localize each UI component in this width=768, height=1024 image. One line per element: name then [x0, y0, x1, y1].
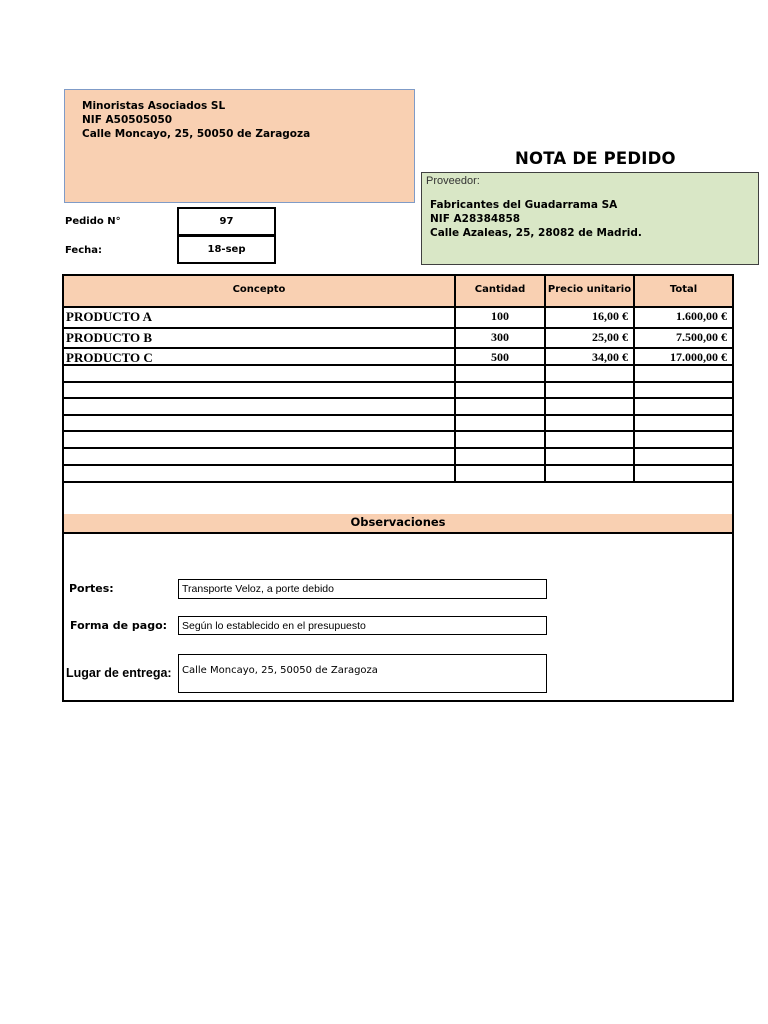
- table-cell-total[interactable]: [635, 383, 732, 397]
- payment-value: Según lo establecido en el presupuesto: [182, 619, 366, 632]
- cell-text-total: 7.500,00 €: [676, 330, 727, 344]
- buyer-name: Minoristas Asociados SL: [82, 100, 226, 112]
- table-cell-concept[interactable]: [64, 432, 456, 447]
- payment-field[interactable]: [178, 616, 547, 635]
- table-cell-concept[interactable]: [64, 416, 456, 430]
- table-cell-unit-price[interactable]: [546, 349, 635, 364]
- order-date-value: 18-sep: [207, 244, 246, 255]
- supplier-nif: NIF A28384858: [430, 213, 521, 225]
- table-cell-total[interactable]: [635, 308, 732, 327]
- table-cell-quantity[interactable]: [456, 416, 546, 430]
- table-cell-quantity[interactable]: [456, 399, 546, 414]
- table-cell-total[interactable]: [635, 329, 732, 347]
- table-cell-unit-price[interactable]: [546, 449, 635, 464]
- table-cell-unit-price[interactable]: [546, 366, 635, 381]
- order-table: [62, 274, 734, 702]
- buyer-address: Calle Moncayo, 25, 50050 de Zaragoza: [82, 128, 311, 140]
- table-row: [64, 466, 732, 483]
- supplier-label: Proveedor:: [426, 175, 480, 187]
- header-label-quantity: Cantidad: [474, 284, 526, 295]
- table-row: [64, 383, 732, 399]
- delivery-label: Lugar de entrega:: [66, 666, 172, 680]
- cell-text-concept: PRODUCTO C: [66, 350, 153, 365]
- cell-text-quantity: 100: [491, 309, 509, 323]
- table-cell-concept[interactable]: [64, 366, 456, 381]
- payment-label: Forma de pago:: [70, 619, 168, 632]
- table-cell-concept[interactable]: [64, 308, 456, 327]
- header-cell-quantity: [456, 276, 546, 306]
- delivery-field[interactable]: [178, 654, 547, 693]
- table-header-row: [64, 276, 732, 308]
- header-label-unit-price: Precio unitario: [547, 284, 632, 295]
- order-number-label: Pedido N°: [65, 216, 121, 227]
- table-row: [64, 399, 732, 416]
- table-row: [64, 432, 732, 449]
- observations-header: Observaciones: [64, 514, 732, 534]
- supplier-box: [421, 172, 759, 265]
- table-cell-total[interactable]: [635, 399, 732, 414]
- table-row: [64, 416, 732, 432]
- shipping-label: Portes:: [69, 582, 114, 595]
- page-title: NOTA DE PEDIDO: [515, 149, 676, 168]
- cell-text-total: 17.000,00 €: [670, 350, 727, 364]
- cell-text-concept: PRODUCTO A: [66, 309, 153, 324]
- table-row: [64, 366, 732, 383]
- table-row: [64, 308, 732, 329]
- order-number-value: 97: [219, 216, 234, 227]
- table-cell-concept[interactable]: [64, 449, 456, 464]
- table-cell-concept[interactable]: [64, 383, 456, 397]
- table-cell-unit-price[interactable]: [546, 432, 635, 447]
- table-cell-quantity[interactable]: [456, 329, 546, 347]
- table-cell-unit-price[interactable]: [546, 329, 635, 347]
- cell-text-quantity: 300: [491, 330, 509, 344]
- table-cell-quantity[interactable]: [456, 466, 546, 481]
- table-row: [64, 329, 732, 349]
- table-row: [64, 449, 732, 466]
- order-number-field[interactable]: [177, 207, 276, 236]
- table-cell-quantity[interactable]: [456, 449, 546, 464]
- header-label-total: Total: [669, 284, 698, 295]
- table-cell-total[interactable]: [635, 466, 732, 481]
- delivery-value: Calle Moncayo, 25, 50050 de Zaragoza: [182, 665, 378, 676]
- shipping-field[interactable]: [178, 579, 547, 599]
- cell-text-unit-price: 25,00 €: [592, 330, 628, 344]
- cell-text-total: 1.600,00 €: [676, 309, 727, 323]
- table-row: [64, 349, 732, 366]
- table-cell-quantity[interactable]: [456, 366, 546, 381]
- table-cell-total[interactable]: [635, 349, 732, 364]
- table-cell-total[interactable]: [635, 432, 732, 447]
- table-cell-unit-price[interactable]: [546, 383, 635, 397]
- table-cell-unit-price[interactable]: [546, 399, 635, 414]
- cell-text-unit-price: 16,00 €: [592, 309, 628, 323]
- table-cell-concept[interactable]: [64, 466, 456, 481]
- table-cell-concept[interactable]: [64, 399, 456, 414]
- table-cell-quantity[interactable]: [456, 308, 546, 327]
- table-cell-unit-price[interactable]: [546, 308, 635, 327]
- table-cell-unit-price[interactable]: [546, 466, 635, 481]
- header-cell-unit-price: [546, 276, 635, 306]
- table-cell-total[interactable]: [635, 416, 732, 430]
- buyer-box: [64, 89, 415, 203]
- table-cell-quantity[interactable]: [456, 432, 546, 447]
- table-cell-quantity[interactable]: [456, 383, 546, 397]
- table-cell-concept[interactable]: [64, 329, 456, 347]
- header-cell-concept: [64, 276, 456, 306]
- table-cell-total[interactable]: [635, 449, 732, 464]
- cell-text-concept: PRODUCTO B: [66, 330, 153, 345]
- header-label-concept: Concepto: [232, 284, 286, 295]
- order-date-label: Fecha:: [65, 245, 103, 256]
- buyer-nif: NIF A50505050: [82, 114, 173, 126]
- cell-text-unit-price: 34,00 €: [592, 350, 628, 364]
- table-cell-concept[interactable]: [64, 349, 456, 364]
- table-cell-unit-price[interactable]: [546, 416, 635, 430]
- table-cell-total[interactable]: [635, 366, 732, 381]
- supplier-name: Fabricantes del Guadarrama SA: [430, 199, 618, 211]
- order-date-field[interactable]: [177, 235, 276, 264]
- shipping-value: Transporte Veloz, a porte debido: [182, 583, 334, 595]
- supplier-address: Calle Azaleas, 25, 28082 de Madrid.: [430, 227, 642, 239]
- table-cell-quantity[interactable]: [456, 349, 546, 364]
- header-cell-total: [635, 276, 732, 306]
- cell-text-quantity: 500: [491, 350, 509, 364]
